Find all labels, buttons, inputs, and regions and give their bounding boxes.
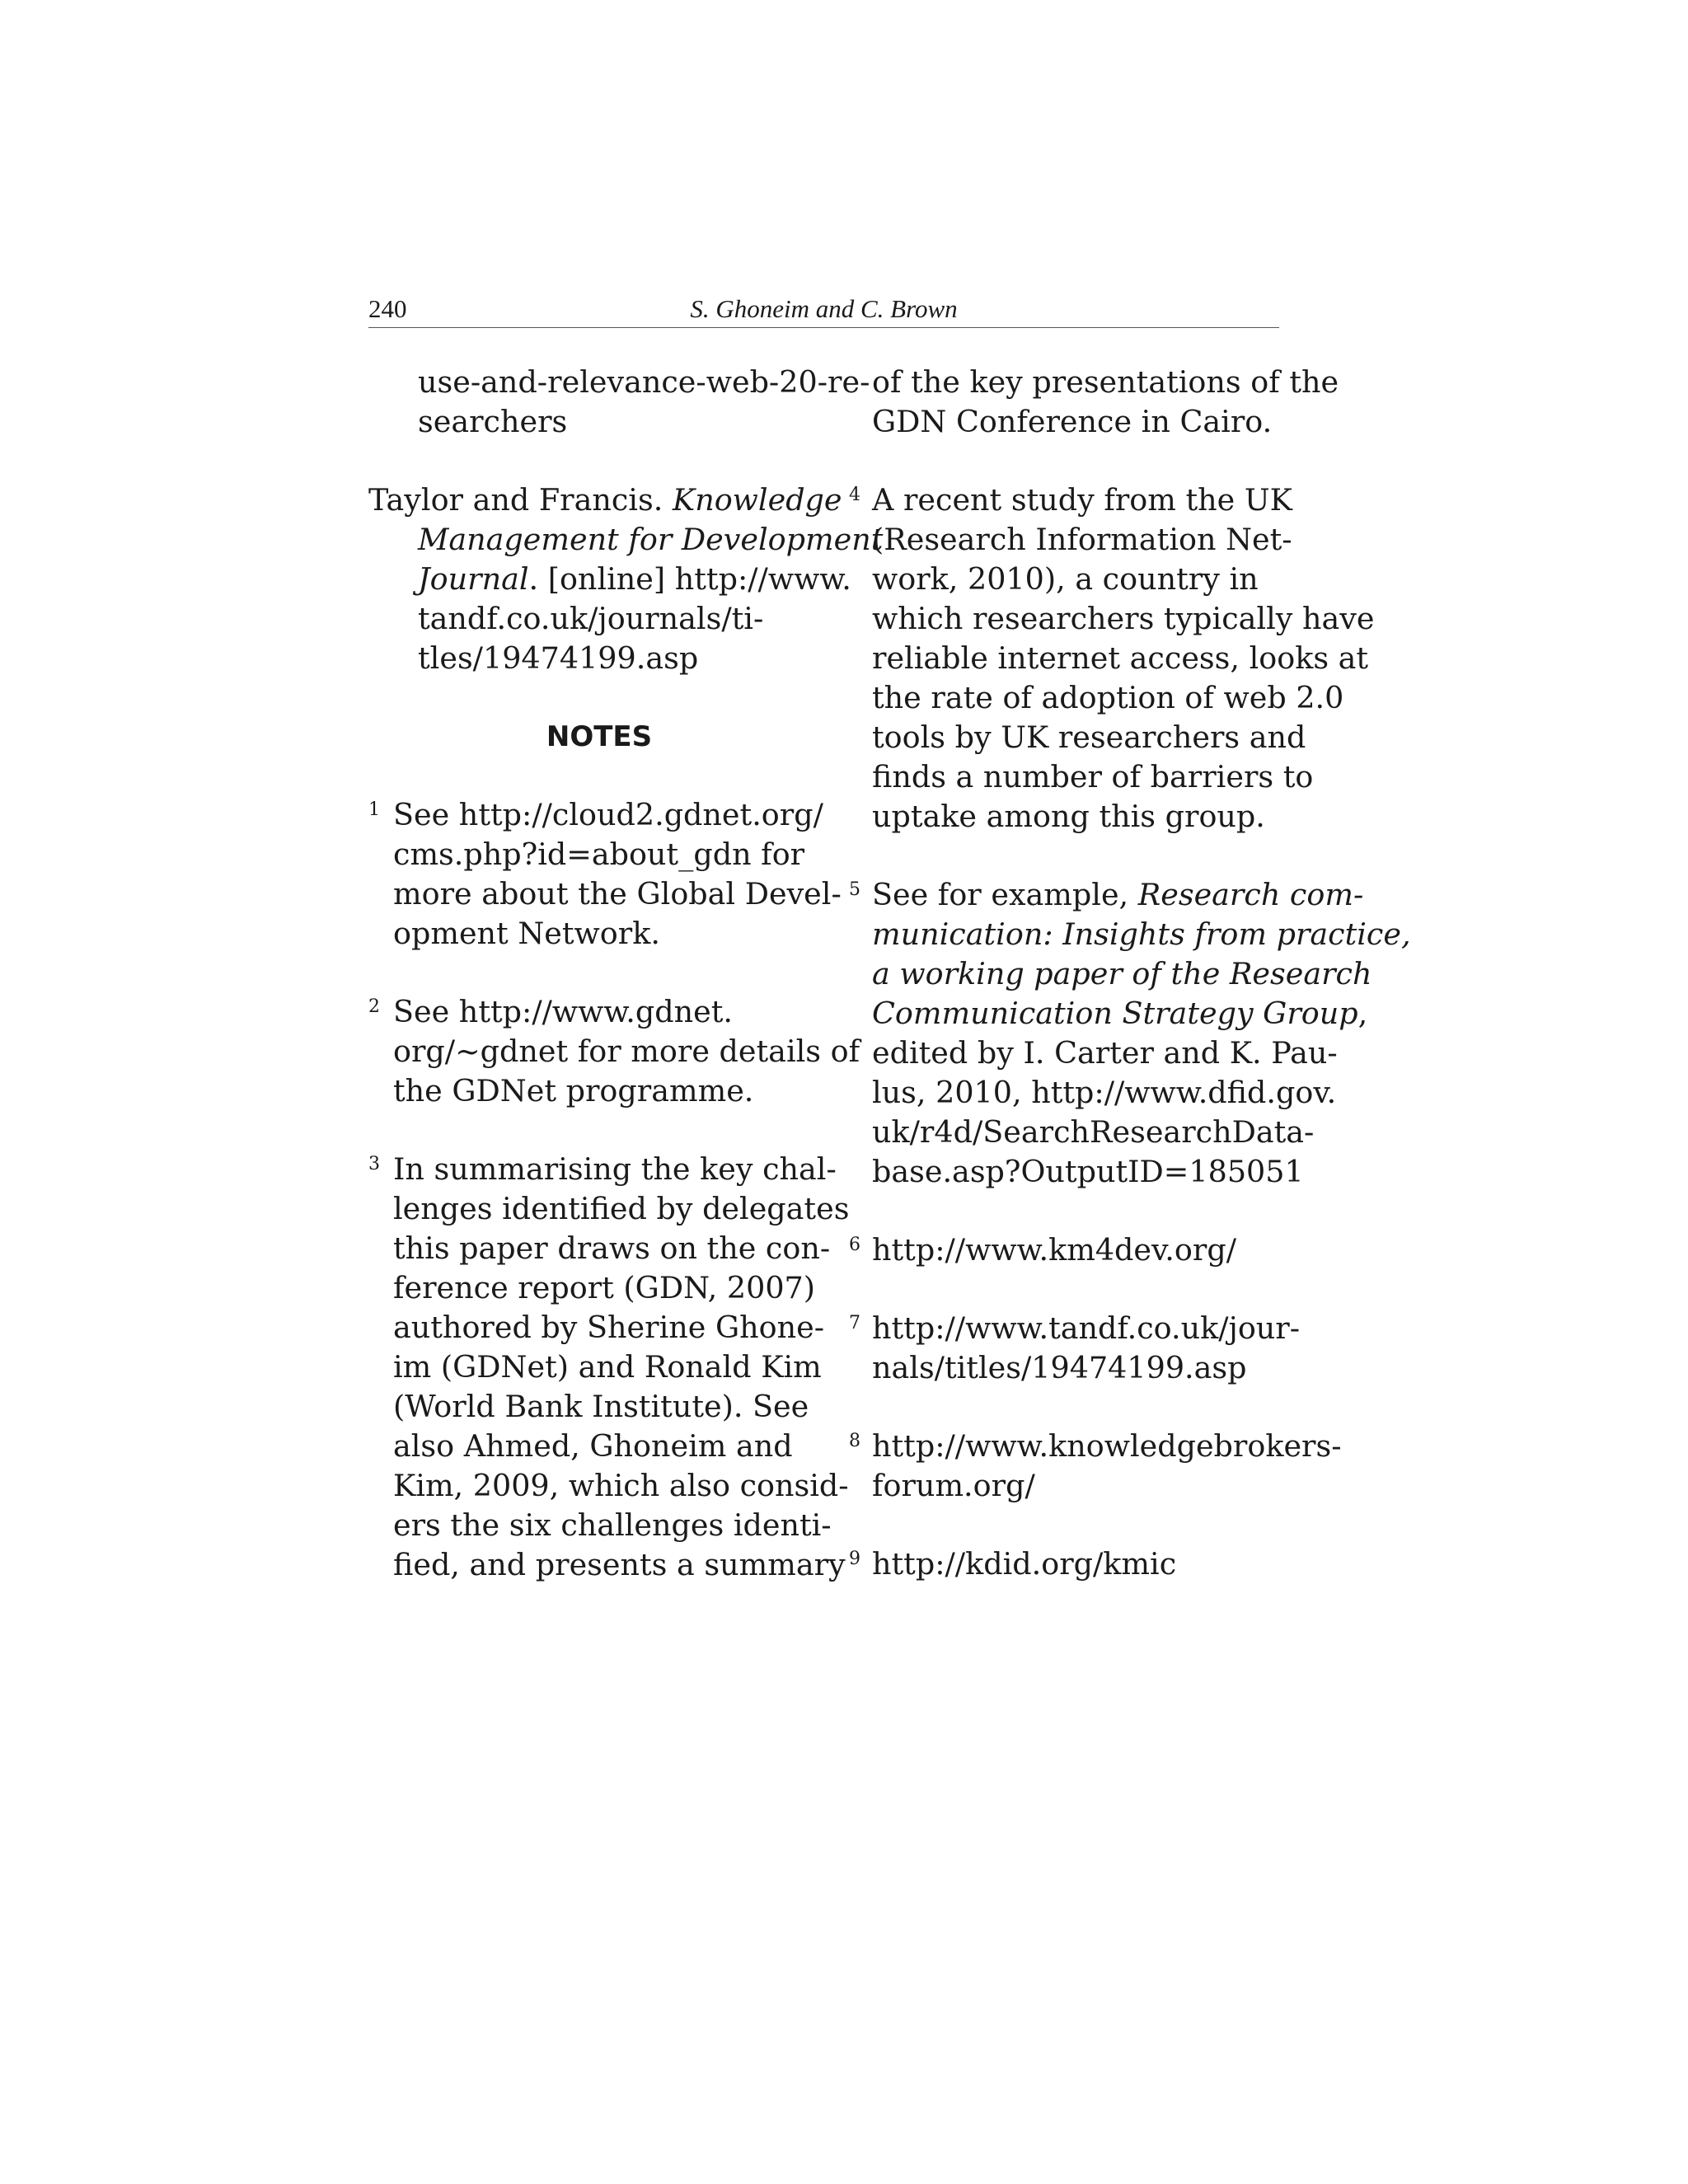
text-line: Kim, 2009, which also consid-	[393, 1468, 849, 1503]
text-line: A recent study from the UK	[872, 482, 1292, 518]
note-2	[368, 992, 860, 1111]
text-line: also Ahmed, Ghoneim and	[393, 1428, 793, 1464]
text-line: See http://cloud2.gdnet.org/	[393, 797, 823, 832]
footnote-number: 6	[849, 1235, 860, 1255]
text-line: edited by I. Carter and K. Pau-	[872, 1035, 1338, 1071]
text-line: lus, 2010, http://www.dfid.gov.	[872, 1075, 1337, 1110]
text-line: http://www.knowledgebrokers-	[872, 1428, 1342, 1464]
text-line: reliable internet access, looks at	[872, 640, 1369, 676]
note-7	[849, 1309, 1301, 1388]
text-line: Journal. [online] http://www.	[418, 561, 851, 597]
text-line: cms.php?id=about_gdn for	[393, 837, 805, 872]
text-line: lenges identified by delegates	[393, 1191, 850, 1226]
text-line: base.asp?OutputID=185051	[872, 1154, 1304, 1189]
note-9	[849, 1544, 1294, 1584]
text-line: work, 2010), a country in	[872, 561, 1259, 597]
footnote-number: 1	[368, 799, 380, 820]
text-line: opment Network.	[393, 916, 660, 951]
text-line: which researchers typically have	[872, 601, 1375, 636]
text-line: Taylor and Francis. Knowledge	[368, 482, 842, 518]
text-line: fied, and presents a summary	[393, 1547, 846, 1582]
note-4	[849, 480, 1375, 837]
text-line: forum.org/	[872, 1468, 1035, 1503]
text-line: (World Bank Institute). See	[393, 1389, 809, 1424]
note-8	[849, 1427, 1342, 1506]
note-5	[849, 875, 1411, 1192]
text-line: tles/19474199.asp	[418, 640, 699, 676]
text-line: the rate of adoption of web 2.0	[872, 680, 1344, 715]
text-line: uptake among this group.	[872, 799, 1265, 834]
left-column	[368, 363, 884, 1585]
text-line: Management for Development	[418, 522, 884, 557]
page-number: 240	[368, 294, 407, 323]
text-line: more about the Global Devel-	[393, 876, 842, 912]
text-line: http://www.km4dev.org/	[872, 1232, 1236, 1268]
footnote-number: 7	[849, 1313, 860, 1333]
text-line: See http://www.gdnet.	[393, 994, 734, 1029]
text-line: finds a number of barriers to	[872, 759, 1314, 794]
text-line: authored by Sherine Ghone-	[393, 1310, 825, 1345]
footnote-number: 9	[849, 1549, 860, 1569]
reference-taylor-francis	[368, 480, 884, 678]
text-line: of the key presentations of the	[872, 364, 1339, 400]
note-1	[368, 795, 842, 954]
text-line: (Research Information Net-	[872, 522, 1292, 557]
text-line: use-and-relevance-web-20-re-	[418, 364, 870, 400]
text-line: im (GDNet) and Ronald Kim	[393, 1349, 822, 1385]
text-line: org/~gdnet for more details of	[393, 1033, 860, 1069]
footnote-number: 2	[368, 996, 380, 1017]
footnote-number: 5	[849, 879, 860, 900]
text-line: tandf.co.uk/journals/ti-	[418, 601, 764, 636]
text-line: nals/titles/19474199.asp	[872, 1350, 1247, 1385]
right-column	[849, 363, 1411, 1584]
note-6	[849, 1230, 1294, 1270]
text-line: searchers	[418, 404, 568, 439]
note-3-continued	[849, 363, 1339, 442]
text-line: GDN Conference in Cairo.	[872, 404, 1273, 439]
footnote-number: 3	[368, 1154, 380, 1174]
running-header	[368, 293, 1279, 328]
footnote-number: 4	[849, 485, 860, 505]
text-line: See for example, Research com-	[872, 877, 1364, 912]
text-line: munication: Insights from practice,	[872, 916, 1411, 952]
reference-continued	[368, 363, 870, 442]
text-line: tools by UK researchers and	[872, 719, 1306, 755]
text-line: this paper draws on the con-	[393, 1230, 831, 1266]
text-line: http://kdid.org/kmic	[872, 1546, 1177, 1582]
note-3	[368, 1150, 850, 1585]
text-line: a working paper of the Research	[872, 956, 1372, 991]
text-line: the GDNet programme.	[393, 1073, 754, 1108]
running-head: S. Ghoneim and C. Brown	[690, 294, 958, 323]
text-line: Communication Strategy Group,	[872, 996, 1368, 1031]
text-line: ference report (GDN, 2007)	[393, 1270, 816, 1305]
notes-heading: NOTES	[546, 720, 653, 753]
text-line: In summarising the key chal-	[393, 1151, 837, 1187]
text-line: uk/r4d/SearchResearchData-	[872, 1114, 1315, 1150]
text-line: ers the six challenges identi-	[393, 1507, 832, 1543]
text-line: http://www.tandf.co.uk/jour-	[872, 1310, 1301, 1346]
footnote-number: 8	[849, 1431, 860, 1451]
